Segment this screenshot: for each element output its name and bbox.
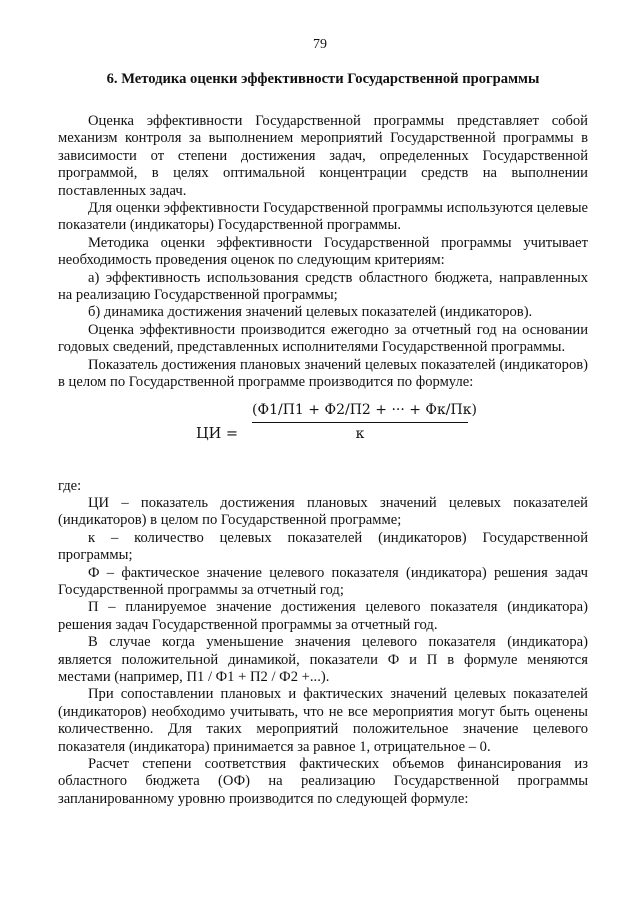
paragraph: Оценка эффективности производится ежегодно за отчетный год на основании годовых сведений, представленных исполнителями Государственной программы. [58, 321, 588, 356]
page-number: 79 [313, 37, 327, 52]
paragraph: Расчет степени соответствия фактических объемов финансирования из областного бюджета (ОФ) на реализацию Государственной программы запланированному уровню производится по следующей формуле: [58, 756, 588, 807]
where-label: где: [58, 477, 82, 494]
formula-fraction [252, 401, 477, 444]
section-heading: 6. Методика оценки эффективности Государственной программы [106, 71, 540, 87]
paragraph: В случае когда уменьшение значения целевого показателя (индикатора) является положительной динамикой, показатели Ф и П в формуле меняются местами (например, П1 / Ф1 + П2 / Ф2 +...). [58, 634, 588, 685]
definition: Ф – фактическое значение целевого показателя (индикатора) решения задач Государственной программы за отчетный год; [58, 564, 588, 598]
definition: П – планируемое значение достижения целевого показателя (индикатора) решения задач Государственной программы за отчетный год. [58, 599, 588, 633]
formula-lhs: ЦИ = [196, 425, 239, 442]
definition: ЦИ – показатель достижения плановых значений целевых показателей (индикаторов) в целом по Государственной программе; [58, 494, 588, 529]
paragraph: а) эффективность использования средств областного бюджета, направленных на реализацию Государственной программы; [58, 269, 588, 304]
formula-numerator: (Ф1/П1 + Ф2/П2 + ··· + Фк/Пк) [252, 402, 468, 423]
paragraph: Для оценки эффективности Государственной программы используются целевые показатели (индикаторы) Государственной программы. [58, 200, 588, 234]
paragraph: б) динамика достижения значений целевых показателей (индикаторов). [88, 304, 533, 321]
paragraph: Оценка эффективности Государственной программы представляет собой механизм контроля за выполнением мероприятий Государственной программы в зависимости от степени достижения задач, определенных Государственной программой, в целях оптимальной концентрации средств на выполнении поставленных задач. [58, 113, 588, 199]
document-body [58, 113, 588, 808]
formula-denominator: к [355, 425, 365, 442]
formula-ci [58, 402, 588, 472]
definition: к – количество целевых показателей (индикаторов) Государственной программы; [58, 529, 588, 564]
paragraph: При сопоставлении плановых и фактических значений целевых показателей (индикаторов) необходимо учитывать, что не все мероприятия могут быть оценены количественно. Для таких мероприятий положительное значение целевого показателя (индикатора) принимается за равное 1, отрицательное – 0. [58, 686, 588, 755]
paragraph: Показатель достижения плановых значений целевых показателей (индикаторов) в целом по Государственной программе производится по формуле: [58, 356, 588, 391]
paragraph: Методика оценки эффективности Государственной программы учитывает необходимость проведения оценок по следующим критериям: [58, 234, 588, 269]
